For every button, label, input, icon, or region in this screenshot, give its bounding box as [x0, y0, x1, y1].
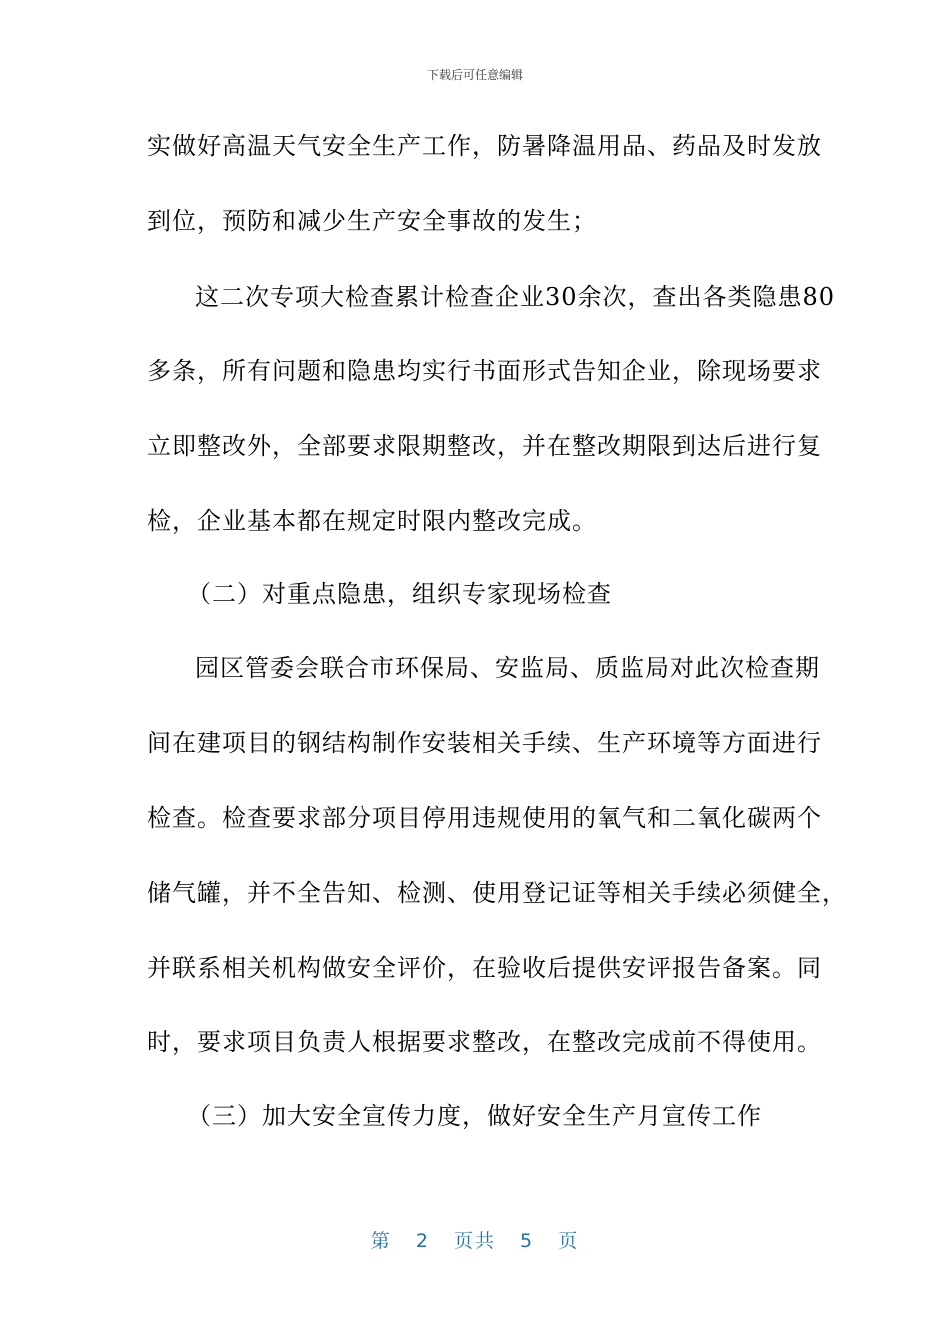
current-page-number: 2: [415, 1230, 430, 1252]
paragraph-line: 园区管委会联合市环保局、安监局、质监局对此次检查期: [195, 654, 820, 682]
page-footer: [0, 1226, 950, 1253]
paragraph-line: 多条，所有问题和隐患均实行书面形式告知企业，除现场要求: [147, 357, 822, 385]
page-label: 页共: [453, 1230, 496, 1252]
section-heading: （二）对重点隐患，组织专家现场检查: [187, 580, 612, 608]
page-label: 第: [370, 1230, 392, 1252]
paragraph-line: 并联系相关机构做安全评价，在验收后提供安评报告备案。同: [147, 954, 822, 982]
section-heading: （三）加大安全宣传力度，做好安全生产月宣传工作: [187, 1102, 762, 1130]
paragraph-line: 时，要求项目负责人根据要求整改，在整改完成前不得使用。: [147, 1028, 822, 1056]
paragraph-line: 储气罐，并不全告知、检测、使用登记证等相关手续必须健全，: [147, 879, 847, 907]
paragraph-line: 实做好高温天气安全生产工作，防暑降温用品、药品及时发放: [147, 132, 822, 160]
paragraph-line: 立即整改外，全部要求限期整改，并在整改期限到达后进行复: [147, 432, 822, 460]
total-pages-number: 5: [520, 1230, 535, 1252]
paragraph-line: 检查。检查要求部分项目停用违规使用的氧气和二氧化碳两个: [147, 804, 822, 832]
paragraph-line: 这二次专项大检查累计检查企业30余次，查出各类隐患80: [195, 283, 836, 311]
header-note: 下载后可任意编辑: [426, 68, 523, 82]
paragraph-line: 间在建项目的钢结构制作安装相关手续、生产环境等方面进行: [147, 729, 822, 757]
page-label: 页: [558, 1230, 580, 1252]
paragraph-line: 到位，预防和减少生产安全事故的发生；: [147, 207, 597, 235]
paragraph-line: 检，企业基本都在规定时限内整改完成。: [147, 507, 597, 535]
